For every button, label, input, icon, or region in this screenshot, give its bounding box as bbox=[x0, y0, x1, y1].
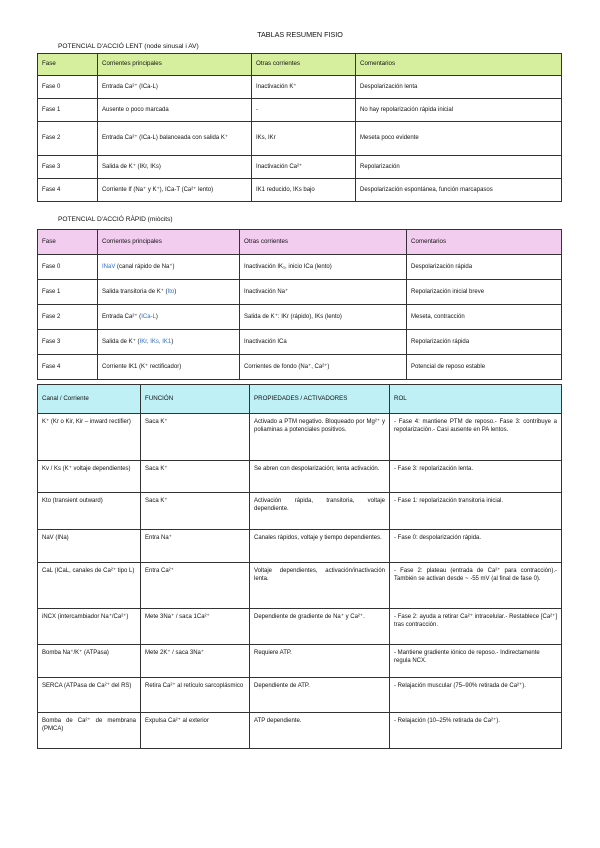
cell-canal: Kv / Ks (K⁺ voltaje dependientes) bbox=[38, 461, 141, 493]
table-row bbox=[38, 713, 562, 749]
table-row bbox=[38, 179, 562, 202]
table-header-row bbox=[38, 230, 562, 255]
current-suffix: ) bbox=[171, 338, 174, 345]
header-rol: ROL bbox=[390, 385, 562, 414]
cell-rol: - Relajación (10–25% retirada de Ca²⁺). bbox=[390, 713, 562, 749]
cell-propiedades: Dependiente de ATP. bbox=[250, 678, 390, 713]
cell-propiedades: Activado a PTM negativo. Bloqueado por Mg²⁺ y poliaminas a potenciales positivos. bbox=[250, 414, 390, 461]
current-suffix: ) bbox=[174, 288, 177, 295]
cell-comentarios: No hay repolarización rápida inicial bbox=[356, 99, 562, 122]
header-comentarios: Comentarios bbox=[356, 54, 562, 76]
table-row bbox=[38, 355, 562, 380]
cell-principal: Ausente o poco marcada bbox=[98, 99, 252, 122]
cell-otras: Inactivación IK₁, inicio ICa (lento) bbox=[240, 255, 407, 280]
current-description: Salida transitoria de K⁺ ( bbox=[102, 288, 168, 295]
header-fase: Fase bbox=[38, 54, 98, 76]
table-row bbox=[38, 530, 562, 563]
table-header-row bbox=[38, 385, 562, 414]
cell-funcion: Saca K⁺ bbox=[141, 461, 250, 493]
cell-fase: Fase 0 bbox=[38, 255, 98, 280]
cell-rol: - Fase 1: repolarización transitoria inicial. bbox=[390, 493, 562, 530]
cell-canal: CaL (ICaL, canales de Ca²⁺ tipo L) bbox=[38, 563, 141, 609]
cell-comentarios: Despolarización espontánea, función marcapasos bbox=[356, 179, 562, 202]
table-row bbox=[38, 156, 562, 179]
cell-funcion: Entra Ca²⁺ bbox=[141, 563, 250, 609]
cell-principal: Corriente If (Na⁺ y K⁺), ICa-T (Ca²⁺ lento) bbox=[98, 179, 252, 202]
header-comentarios: Comentarios bbox=[407, 230, 562, 255]
table-row bbox=[38, 645, 562, 678]
header-otras-corrientes: Otras corrientes bbox=[252, 54, 356, 76]
cell-rol: - Fase 2: ayuda a retirar Ca²⁺ intracelular.- Restablece [Ca²⁺] tras contracción. bbox=[390, 609, 562, 645]
table-row bbox=[38, 609, 562, 645]
table-row bbox=[38, 563, 562, 609]
current-description: Salida de K⁺ ( bbox=[102, 338, 140, 345]
cell-propiedades: Activación rápida, transitoria, voltaje dependiente. bbox=[250, 493, 390, 530]
cell-fase: Fase 1 bbox=[38, 99, 98, 122]
cell-rol: - Fase 3: repolarización lenta. bbox=[390, 461, 562, 493]
cell-otras: Inactivación ICa bbox=[240, 330, 407, 355]
cell-fase: Fase 1 bbox=[38, 280, 98, 305]
table-row bbox=[38, 493, 562, 530]
table-header-row bbox=[38, 54, 562, 76]
cell-canal: Bomba de Ca²⁺ de membrana (PMCA) bbox=[38, 713, 141, 749]
cell-comentarios: Despolarización rápida bbox=[407, 255, 562, 280]
cell-funcion: Expulsa Ca²⁺ al exterior bbox=[141, 713, 250, 749]
cell-comentarios: Repolarización bbox=[356, 156, 562, 179]
cell-funcion: Saca K⁺ bbox=[141, 414, 250, 461]
cell-canal: iNCX (intercambiador Na⁺/Ca²⁺) bbox=[38, 609, 141, 645]
cell-otras: Salida de K⁺: IKr (rápido), IKs (lento) bbox=[240, 305, 407, 330]
document-title: TABLAS RESUMEN FISIO bbox=[257, 30, 343, 39]
cell-canal: Bomba Na⁺/K⁺ (ATPasa) bbox=[38, 645, 141, 678]
cell-propiedades: Voltaje dependientes, activación/inactivación lenta. bbox=[250, 563, 390, 609]
cell-funcion: Retira Ca²⁺ al retículo sarcoplásmico bbox=[141, 678, 250, 713]
channels-table bbox=[37, 384, 562, 749]
table-row bbox=[38, 414, 562, 461]
cell-otras: Inactivación K⁺ bbox=[252, 76, 356, 99]
cell-canal: SERCA (ATPasa de Ca²⁺ del RS) bbox=[38, 678, 141, 713]
section-title-fast-ap: POTENCIAL D'ACCIÓ RÀPID (miòcits) bbox=[58, 216, 173, 223]
cell-comentarios: Despolarización lenta bbox=[356, 76, 562, 99]
highlighted-current: Ito bbox=[167, 288, 175, 295]
cell-funcion: Entra Na⁺ bbox=[141, 530, 250, 563]
cell-funcion: Mete 2K⁺ / saca 3Na⁺ bbox=[141, 645, 250, 678]
cell-principal bbox=[98, 255, 240, 280]
highlighted-current: INaV bbox=[102, 263, 116, 270]
cell-fase: Fase 2 bbox=[38, 122, 98, 156]
cell-principal: Entrada Ca²⁺ (ICa-L) bbox=[98, 76, 252, 99]
cell-otras: IK1 reducido, IKs bajo bbox=[252, 179, 356, 202]
cell-comentarios: Meseta, contracción bbox=[407, 305, 562, 330]
header-corrientes-principales: Corrientes principales bbox=[98, 54, 252, 76]
slow-ap-table bbox=[37, 53, 562, 202]
table-row bbox=[38, 330, 562, 355]
fast-ap-table bbox=[37, 229, 562, 380]
table-row bbox=[38, 461, 562, 493]
cell-principal: Salida de K⁺ (IKr, IKs) bbox=[98, 156, 252, 179]
cell-propiedades: ATP dependiente. bbox=[250, 713, 390, 749]
table-row bbox=[38, 76, 562, 99]
header-otras-corrientes: Otras corrientes bbox=[240, 230, 407, 255]
cell-canal: K⁺ (Kr o Kir, Kir – inward rectifier) bbox=[38, 414, 141, 461]
table-row bbox=[38, 305, 562, 330]
table-row bbox=[38, 678, 562, 713]
highlighted-current: IKr, IKs, IK1 bbox=[139, 338, 172, 345]
cell-comentarios: Repolarización rápida bbox=[407, 330, 562, 355]
table-row bbox=[38, 280, 562, 305]
cell-propiedades: Requiere ATP. bbox=[250, 645, 390, 678]
cell-principal bbox=[98, 305, 240, 330]
cell-rol: - Fase 0: despolarización rápida. bbox=[390, 530, 562, 563]
table-row bbox=[38, 122, 562, 156]
cell-fase: Fase 4 bbox=[38, 179, 98, 202]
cell-fase: Fase 2 bbox=[38, 305, 98, 330]
current-description: Entrada Ca²⁺ ( bbox=[102, 313, 142, 320]
table-row bbox=[38, 255, 562, 280]
cell-fase: Fase 3 bbox=[38, 156, 98, 179]
cell-propiedades: Canales rápidos, voltaje y tiempo dependientes. bbox=[250, 530, 390, 563]
header-fase: Fase bbox=[38, 230, 98, 255]
current-description: (canal rápido de Na⁺) bbox=[115, 263, 175, 270]
section-title-slow-ap: POTENCIAL D'ACCIÓ LENT (node sinusal i AV) bbox=[58, 43, 199, 50]
cell-fase: Fase 3 bbox=[38, 330, 98, 355]
cell-otras: IKs, IKr bbox=[252, 122, 356, 156]
header-funcion: FUNCIÓN bbox=[141, 385, 250, 414]
cell-propiedades: Dependiente de gradiente de Na⁺ y Ca²⁺. bbox=[250, 609, 390, 645]
cell-funcion: Saca K⁺ bbox=[141, 493, 250, 530]
current-suffix: ) bbox=[155, 313, 158, 320]
cell-propiedades: Se abren con despolarización; lenta activación. bbox=[250, 461, 390, 493]
header-canal: Canal / Corriente bbox=[38, 385, 141, 414]
cell-fase: Fase 0 bbox=[38, 76, 98, 99]
cell-canal: Kto (transient outward) bbox=[38, 493, 141, 530]
cell-comentarios: Meseta poco evidente bbox=[356, 122, 562, 156]
table-row bbox=[38, 99, 562, 122]
cell-otras: Inactivación Ca²⁺ bbox=[252, 156, 356, 179]
cell-principal bbox=[98, 330, 240, 355]
cell-fase: Fase 4 bbox=[38, 355, 98, 380]
cell-otras: - bbox=[252, 99, 356, 122]
cell-rol: - Fase 2: plateau (entrada de Ca²⁺ para contracción).- También se activan desde ~ -55 mV (al final de fase 0). bbox=[390, 563, 562, 609]
cell-comentarios: Potencial de reposo estable bbox=[407, 355, 562, 380]
cell-principal: Entrada Ca²⁺ (ICa-L) balanceada con salida K⁺ bbox=[98, 122, 252, 156]
cell-rol: - Relajación muscular (75–90% retirada de Ca²⁺). bbox=[390, 678, 562, 713]
cell-canal: NaV (INa) bbox=[38, 530, 141, 563]
cell-rol: - Fase 4: mantiene PTM de reposo.- Fase 3: contribuye a repolarización.- Casi ausente en PA lentos. bbox=[390, 414, 562, 461]
cell-comentarios: Repolarización inicial breve bbox=[407, 280, 562, 305]
cell-principal: Corriente IK1 (K⁺ rectificador) bbox=[98, 355, 240, 380]
cell-otras: Inactivación Na⁺ bbox=[240, 280, 407, 305]
cell-funcion: Mete 3Na⁺ / saca 1Ca²⁺ bbox=[141, 609, 250, 645]
highlighted-current: ICa-L bbox=[141, 313, 156, 320]
header-corrientes-principales: Corrientes principales bbox=[98, 230, 240, 255]
cell-rol: - Mantiene gradiente iónico de reposo.- Indirectamente regula NCX. bbox=[390, 645, 562, 678]
header-propiedades: PROPIEDADES / ACTIVADORES bbox=[250, 385, 390, 414]
cell-principal bbox=[98, 280, 240, 305]
cell-otras: Corrientes de fondo (Na⁺, Ca²⁺) bbox=[240, 355, 407, 380]
